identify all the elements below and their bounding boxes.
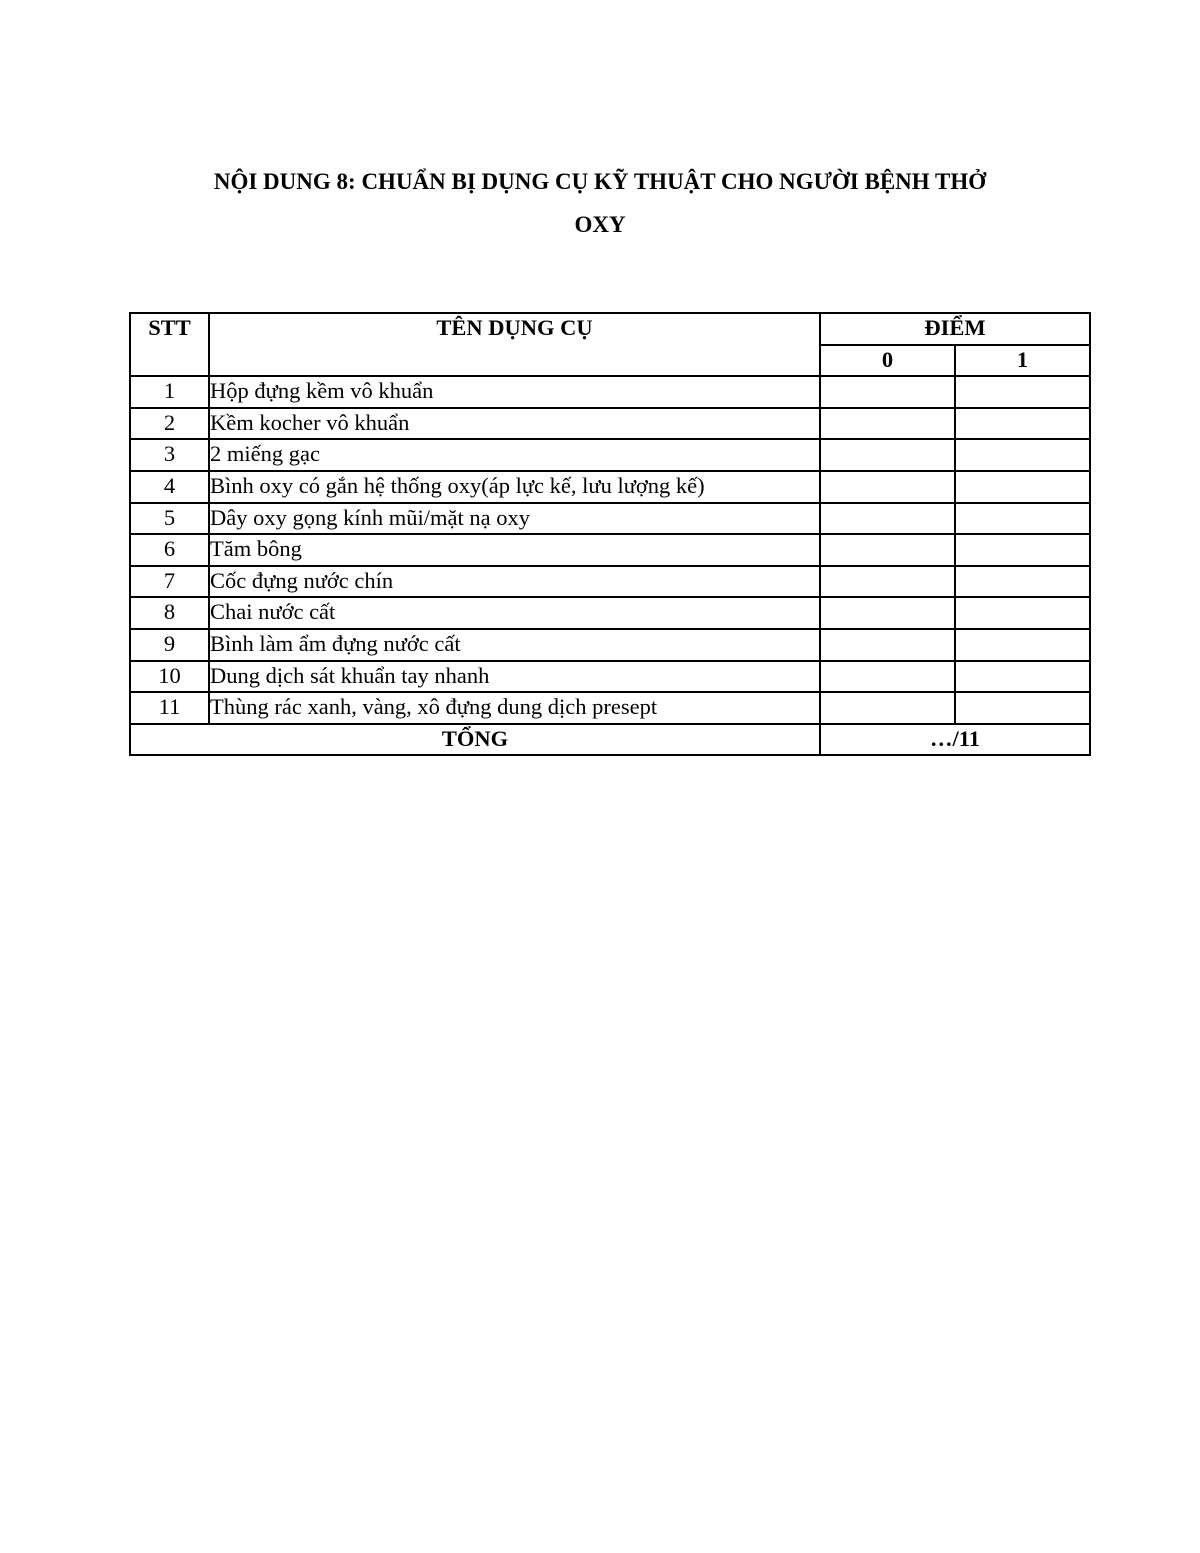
row-stt: 9 [130, 629, 209, 661]
row-score-1-cell[interactable] [955, 661, 1090, 693]
table-row [130, 376, 1090, 408]
equipment-checklist-table [129, 312, 1091, 756]
row-score-0-cell[interactable] [820, 408, 955, 440]
table-row [130, 692, 1090, 724]
row-score-1-cell[interactable] [955, 566, 1090, 598]
document-title-line-1: NỘI DUNG 8: CHUẨN BỊ DỤNG CỤ KỸ THUẬT CHO NGƯỜI BỆNH THỞ [213, 169, 987, 194]
table-row [130, 566, 1090, 598]
table-header-row [130, 313, 1090, 345]
row-equipment-name: Bình làm ẩm đựng nước cất [209, 629, 820, 661]
total-label: TỔNG [130, 724, 820, 756]
row-score-0-cell[interactable] [820, 534, 955, 566]
row-stt: 5 [130, 503, 209, 535]
row-score-1-cell[interactable] [955, 629, 1090, 661]
row-score-0-cell[interactable] [820, 566, 955, 598]
row-equipment-name: Dung dịch sát khuẩn tay nhanh [209, 661, 820, 693]
table-row [130, 597, 1090, 629]
header-score-0: 0 [820, 345, 955, 377]
row-stt: 6 [130, 534, 209, 566]
row-equipment-name: Thùng rác xanh, vàng, xô đựng dung dịch presept [209, 692, 820, 724]
header-score-1: 1 [955, 345, 1090, 377]
table-row [130, 534, 1090, 566]
row-stt: 2 [130, 408, 209, 440]
row-equipment-name: 2 miếng gạc [209, 439, 820, 471]
row-score-1-cell[interactable] [955, 692, 1090, 724]
table-row [130, 471, 1090, 503]
row-score-0-cell[interactable] [820, 661, 955, 693]
row-score-1-cell[interactable] [955, 408, 1090, 440]
row-score-1-cell[interactable] [955, 471, 1090, 503]
row-stt: 4 [130, 471, 209, 503]
header-equipment-name: TÊN DỤNG CỤ [209, 313, 820, 376]
row-score-0-cell[interactable] [820, 376, 955, 408]
row-equipment-name: Chai nước cất [209, 597, 820, 629]
row-score-0-cell[interactable] [820, 597, 955, 629]
row-score-1-cell[interactable] [955, 534, 1090, 566]
row-stt: 3 [130, 439, 209, 471]
table-row [130, 503, 1090, 535]
row-stt: 1 [130, 376, 209, 408]
document-title-line-2: OXY [574, 212, 626, 237]
row-equipment-name: Kềm kocher vô khuẩn [209, 408, 820, 440]
row-score-1-cell[interactable] [955, 597, 1090, 629]
table-row [130, 661, 1090, 693]
table-row [130, 439, 1090, 471]
row-score-1-cell[interactable] [955, 503, 1090, 535]
table-body [130, 376, 1090, 724]
row-stt: 8 [130, 597, 209, 629]
header-score: ĐIỂM [820, 313, 1090, 345]
row-equipment-name: Tăm bông [209, 534, 820, 566]
total-score-value: …/11 [820, 724, 1090, 756]
row-score-1-cell[interactable] [955, 376, 1090, 408]
row-stt: 7 [130, 566, 209, 598]
header-stt: STT [130, 313, 209, 376]
row-score-0-cell[interactable] [820, 503, 955, 535]
row-score-1-cell[interactable] [955, 439, 1090, 471]
row-score-0-cell[interactable] [820, 439, 955, 471]
row-score-0-cell[interactable] [820, 629, 955, 661]
row-equipment-name: Hộp đựng kềm vô khuẩn [209, 376, 820, 408]
row-equipment-name: Dây oxy gọng kính mũi/mặt nạ oxy [209, 503, 820, 535]
total-row [130, 724, 1090, 756]
row-equipment-name: Bình oxy có gắn hệ thống oxy(áp lực kế, lưu lượng kế) [209, 471, 820, 503]
row-stt: 10 [130, 661, 209, 693]
row-stt: 11 [130, 692, 209, 724]
row-equipment-name: Cốc đựng nước chín [209, 566, 820, 598]
table-row [130, 408, 1090, 440]
row-score-0-cell[interactable] [820, 471, 955, 503]
row-score-0-cell[interactable] [820, 692, 955, 724]
table-row [130, 629, 1090, 661]
